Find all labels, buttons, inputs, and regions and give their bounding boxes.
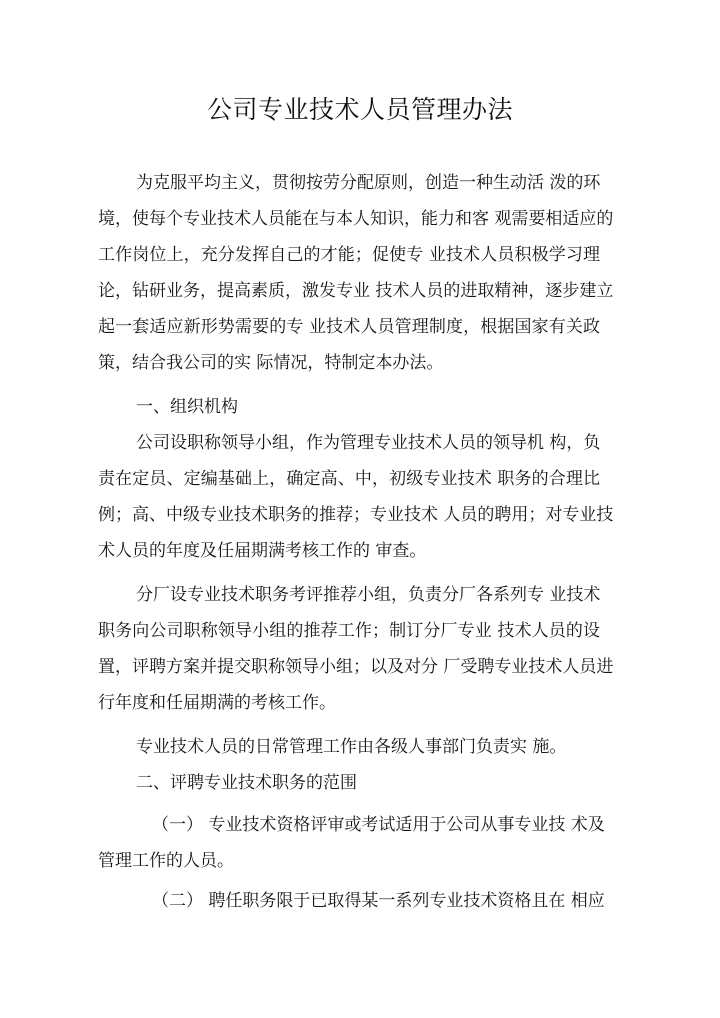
paragraph-line: 例；高、中级专业技术职务的推荐；专业技术 人员的聘用；对专业技 (98, 505, 614, 525)
document-title: 公司专业技术人员管理办法 (206, 95, 513, 124)
paragraph-line: 论，钻研业务，提高素质，激发专业 技术人员的进取精神，逐步建立 (98, 281, 614, 301)
paragraph-line: 公司设职称领导小组，作为管理专业技术人员的领导机 构，负 (136, 433, 601, 453)
section-heading: 二、评聘专业技术职务的范围 (136, 773, 357, 793)
list-item-line: （二） 聘任职务限于已取得某一系列专业技术资格且在 相应 (152, 891, 605, 911)
list-item-line: 管理工作的人员。 (98, 851, 234, 871)
paragraph-line: 专业技术人员的日常管理工作由各级人事部门负责实 施。 (136, 737, 567, 757)
paragraph-line: 置，评聘方案并提交职称领导小组；以及对分 厂受聘专业技术人员进 (98, 657, 614, 677)
paragraph-line: 工作岗位上，充分发挥自己的才能；促使专 业技术人员积极学习理 (98, 245, 600, 265)
paragraph-line: 职务向公司职称领导小组的推荐工作；制订分厂专业 技术人员的设 (98, 621, 600, 641)
paragraph-line: 分厂设专业技术职务考评推荐小组，负责分厂各系列专 业技术 (136, 585, 601, 605)
paragraph-line: 策，结合我公司的实 际情况，特制定本办法。 (98, 353, 444, 373)
paragraph-line: 术人员的年度及任届期满考核工作的 审查。 (98, 541, 427, 561)
paragraph-line: 起一套适应新形势需要的专 业技术人员管理制度，根据国家有关政 (98, 317, 600, 337)
paragraph-line: 责在定员、定编基础上，确定高、中，初级专业技术 职务的合理比 (98, 469, 600, 489)
section-heading: 一、组织机构 (136, 397, 238, 417)
list-item-line: （一） 专业技术资格评审或考试适用于公司从事专业技 术及 (152, 815, 605, 835)
paragraph-line: 行年度和任届期满的考核工作。 (98, 693, 336, 713)
paragraph-line: 为克服平均主义，贯彻按劳分配原则，创造一种生动活 泼的环 (136, 173, 601, 193)
paragraph-line: 境，使每个专业技术人员能在与本人知识，能力和客 观需要相适应的 (98, 209, 614, 229)
